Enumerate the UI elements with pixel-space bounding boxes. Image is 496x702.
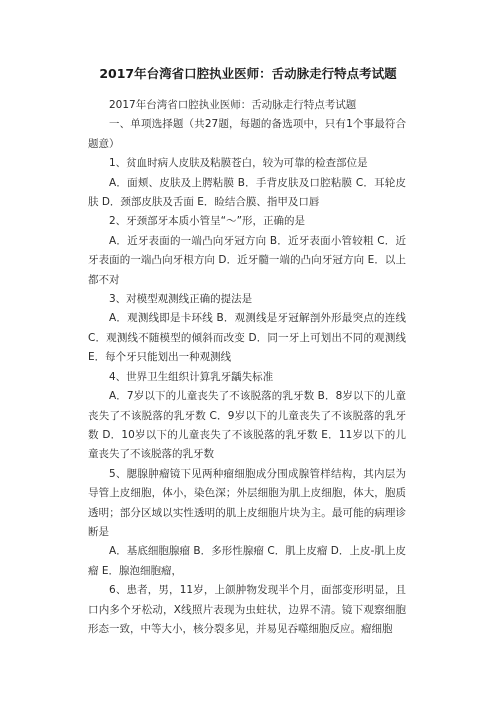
- question-1-options: A．面颊、皮肤及上腭粘膜 B．手背皮肤及口腔粘膜 C．耳轮皮肤 D．颈部皮肤及舌面 E．睑结合膜、指甲及口唇: [88, 176, 406, 209]
- question-1: 1、贫血时病人皮肤及粘膜苍白，较为可靠的检查部位是: [109, 157, 368, 170]
- question-2-options: A．近牙表面的一端凸向牙冠方向 B．近牙表面小管较粗 C．近牙表面的一端凸向牙根方向 D．近牙髓一端的凸向牙冠方向 E．以上都不对: [88, 234, 406, 286]
- question-5-options: A．基底细胞腺瘤 B．多形性腺瘤 C．肌上皮瘤 D．上皮-肌上皮瘤 E．腺泡细胞瘤，: [88, 545, 406, 577]
- question-5: 5、腮腺肿瘤镜下见两种瘤细胞成分围成腺管样结构，其内层为导管上皮细胞，体小，染色深；外层细胞为肌上皮细胞，体大，胞质透明；部分区域以实性透明的肌上皮细胞片块为主。最可能的病理诊断是: [88, 467, 406, 538]
- question-3-options: A．观测线即是卡环线 B．观测线是牙冠解剖外形最突点的连线 C．观测线不随模型的倾斜而改变 D．同一牙上可划出不同的观测线 E．每个牙只能划出一种观测线: [88, 312, 406, 364]
- question-4-options: A．7岁以下的儿童丧失了不该脱落的乳牙数 B．8岁以下的儿童丧失了不该脱落的乳牙数 C．9岁以下的儿童丧失了不该脱落的乳牙数 D．10岁以下的儿童丧失了不该脱落的乳牙数 E．11岁以下的儿童丧失了不该脱落的乳牙数: [88, 390, 406, 461]
- question-2: 2、牙颈部牙本质小管呈“～”形，正确的是: [109, 215, 306, 228]
- body-paragraph: 2017年台湾省口腔执业医师：舌动脉走行特点考试题: [109, 99, 357, 111]
- question-4: 4、世界卫生组织计算乳牙龋失标准: [109, 370, 274, 383]
- document-body: [88, 96, 406, 639]
- section-heading: 一、单项选择题（共27题，每题的备选项中，只有1个事最符合题意）: [88, 118, 406, 150]
- question-6: 6、患者，男，11岁，上颌肿物发现半个月，面部变形明显，且口内多个牙松动，X线照片表现为虫蛀状，边界不清。镜下观察细胞形态一致，中等大小，核分裂多见，并易见吞噬细胞反应。瘤细胞: [88, 584, 406, 635]
- question-3: 3、对模型观测线正确的提法是: [109, 293, 253, 306]
- document-title: 2017年台湾省口腔执业医师：舌动脉走行特点考试题: [99, 66, 397, 81]
